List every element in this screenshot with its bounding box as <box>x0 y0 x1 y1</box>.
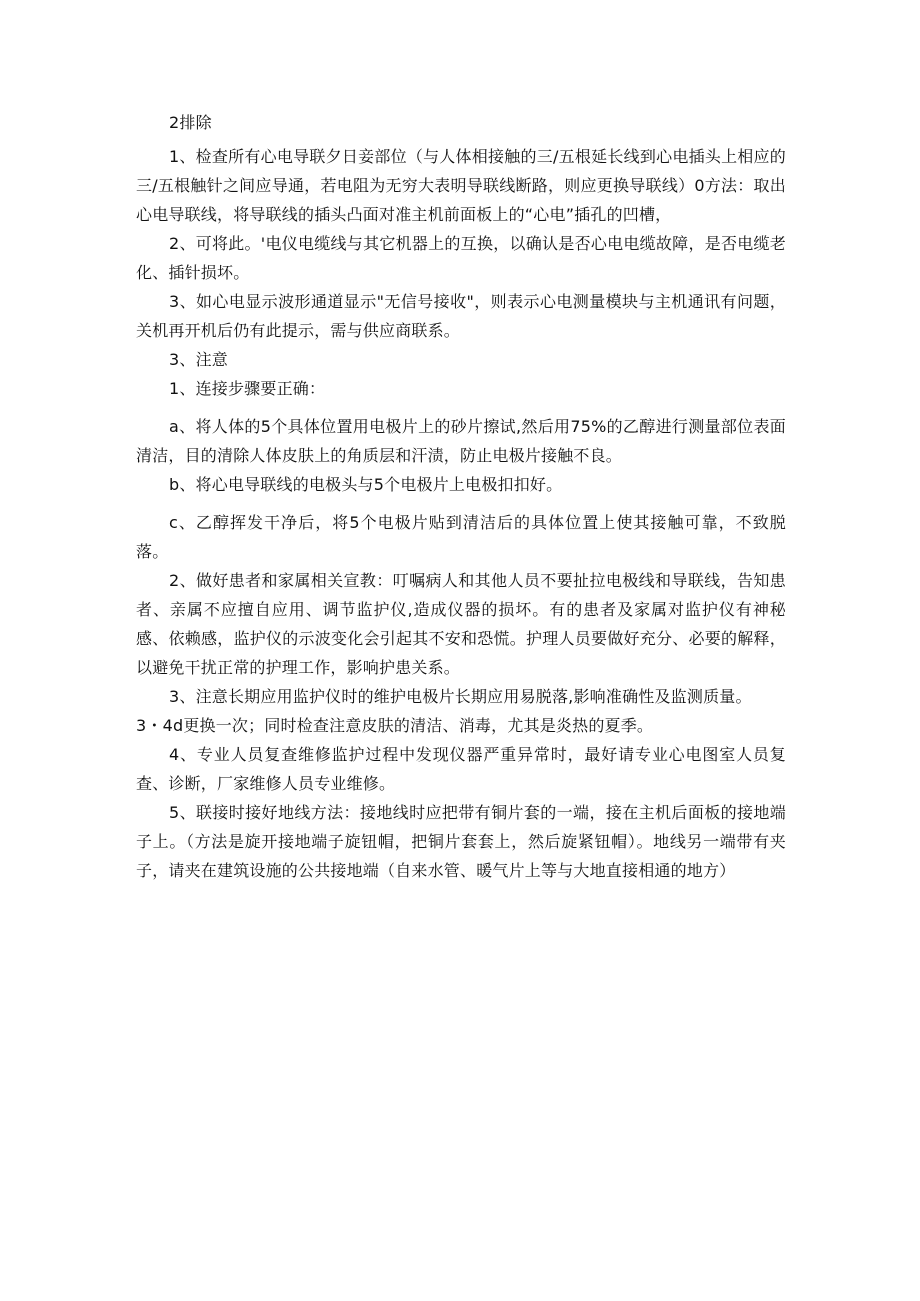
paragraph-no-signal: 3、如心电显示波形通道显示"无信号接收"，则表示心电测量模块与主机通讯有问题，关机再开机后仍有此提示，需与供应商联系。 <box>136 292 786 340</box>
paragraph-grounding: 5、联接时接好地线方法：接地线时应把带有铜片套的一端，接在主机后面板的接地端子上。（方法是旋开接地端子旋钮帽，把铜片套套上，然后旋紧钮帽）。地线另一端带有夹子，请夹在建筑设施的公共接地端（自来水管、暖气片上等与大地直接相通的地方） <box>136 803 786 880</box>
paragraph-long-term-maintenance: 3、注意长期应用监护仪时的维护电极片长期应用易脱落,影响准确性及监测质量。 <box>169 687 752 706</box>
section-heading-removal: 2排除 <box>169 113 212 132</box>
paragraph-replace-interval: 3・4d更换一次；同时检查注意皮肤的清洁、消毒，尤其是炎热的夏季。 <box>136 716 654 735</box>
paragraph-patient-education: 2、做好患者和家属相关宣教：叮嘱病人和其他人员不要扯拉电极线和导联线，告知患者、亲属不应擅自应用、调节监护仪,造成仪器的损坏。有的患者及家属对监护仪有神秘感、依赖感，监护仪的示波变化会引起其不安和恐慌。护理人员要做好充分、必要的解释，以避免干扰正常的护理工作，影响护患关系。 <box>136 571 786 677</box>
paragraph-step-b: b、将心电导联线的电极头与5个电极片上电极扣扣好。 <box>169 475 563 494</box>
paragraph-check-leads: 1、检查所有心电导联夕日妾部位（与人体相接触的三/五根延长线到心电插头上相应的三/五根触针之间应导通，若电阻为无穷大表明导联线断路，则应更换导联线）0方法：取出心电导联线，将导联线的插头凸面对准主机前面板上的“心电”插孔的凹槽， <box>136 147 786 224</box>
paragraph-step-c: c、乙醇挥发干净后，将5个电极片贴到清洁后的具体位置上使其接触可靠，不致脱落。 <box>136 513 786 561</box>
paragraph-professional-repair: 4、专业人员复查维修监护过程中发现仪器严重异常时，最好请专业心电图室人员复查、诊断，厂家维修人员专业维修。 <box>136 745 786 793</box>
section-heading-notes: 3、注意 <box>169 350 228 369</box>
paragraph-step-a: a、将人体的5个具体位置用电极片上的砂片擦试,然后用75%的乙醇进行测量部位表面清洁，目的清除人体皮肤上的角质层和汗渍，防止电极片接触不良。 <box>136 417 786 465</box>
paragraph-swap-cable: 2、可将此。'电仪电缆线与其它机器上的互换，以确认是否心电电缆故障，是否电缆老化、插针损坏。 <box>136 234 786 282</box>
paragraph-connection-steps: 1、连接步骤要正确： <box>169 379 326 398</box>
document-body <box>136 108 786 885</box>
